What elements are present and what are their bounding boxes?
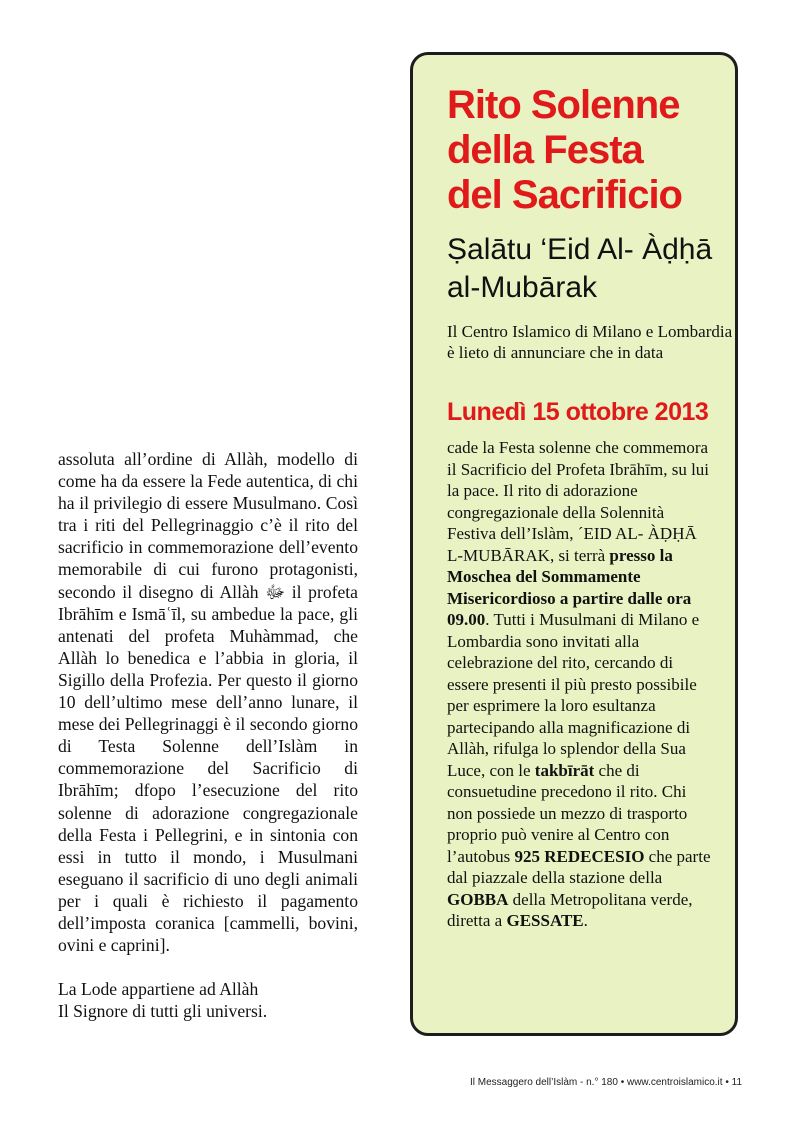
announcement-subtitle [447,231,737,307]
takbirat-term: takbīrāt [534,760,595,780]
title-line-1: Rito Solenne [447,83,680,127]
announcement-box [410,52,738,1036]
title-line-3: del Sacrificio [447,173,682,217]
announcement-intro: Il Centro Islamico di Milano e Lombardia è lieto di annunciare che in data [447,322,733,362]
body-text-3: che di consuetudine precedono il rito. Chi non possiede un mezzo di trasporto proprio può venire al Centro con l’autobus [447,760,688,866]
subtitle-line-1: Ṣalātu ‘Eid Al- Àḍḥā [447,233,713,266]
body-text-4: che parte dal piazzale della stazione della [447,846,711,887]
mosque-location: presso la Moschea del Sommamente Misericordioso a partire dalle ora 09.00 [447,545,692,629]
title-line-2: della Festa [447,128,643,172]
closing-lines [58,978,358,1022]
closing-line-2: Il Signore di tutti gli universi. [58,1001,268,1022]
left-column-text [58,448,358,1022]
station-name: GOBBA [447,889,509,909]
closing-line-1: La Lode appartiene ad Allàh [58,979,259,1000]
body-text-1: cade la Festa solenne che commemora il Sacrificio del Profeta Ibrāhīm, su lui la pace. Il rito di adorazione congregazionale della Solennità Festiva dell’Islàm, ´EID AL- ÀḌḤĀ L-MUBĀRAK, si terrà [447,438,710,565]
announcement-body [447,437,713,932]
body-paragraph: assoluta all’ordine di Allàh, modello di come ha da essere la Fede autentica, di chi ha il privilegio di essere Musulmano. Così tra i riti del Pellegrinaggio c’è il rito del sacrificio in commemorazione dell’evento memorabile di cui furono protagonisti, secondo il disegno di Allàh ﷻ il profeta Ibrāhīm e Ismāʿīl, su ambedue la pace, gli antenati del profeta Muhàmmad, che Allàh lo benedica e l’abbia in gloria, il Sigillo della Profezia. Per questo il giorno 10 dell’ultimo mese dell’anno lunare, il mese dei Pellegrinaggi è il secondo giorno di Testa Solenne dell’Islàm in commemorazione del Sacrificio di Ibrāhīm; dfopo l’esecuzione del rito solenne di adorazione congregazionale della Festa i Pellegrini, e in sintonia con essi in tutto il mondo, i Musulmani eseguano il sacrificio di uno degli animali per i quali è richiesto il pagamento dell’imposta coranica [cammelli, bovini, ovini e caprini]. [58,449,358,956]
announcement-title [447,83,737,218]
subtitle-line-2: al-Mubārak [447,271,598,304]
page-footer: Il Messaggero dell’Islàm - n.° 180 • www.centroislamico.it • 11 [469,1077,742,1088]
body-text-5: della Metropolitana verde, diretta a [447,889,693,930]
announcement-date: Lunedì 15 ottobre 2013 [447,398,709,426]
body-text-6: . [583,911,588,930]
bus-line: 925 REDECESIO [514,846,645,866]
body-text-2: . Tutti i Musulmani di Milano e Lombardia sono invitati alla celebrazione del rito, cercando di essere presenti il più presto possibile per esprimere la loro esultanza partecipando alla magnificazione di Allàh, rifulga lo splendor della Sua Luce, con le [447,610,700,780]
destination-name: GESSATE [506,911,584,930]
